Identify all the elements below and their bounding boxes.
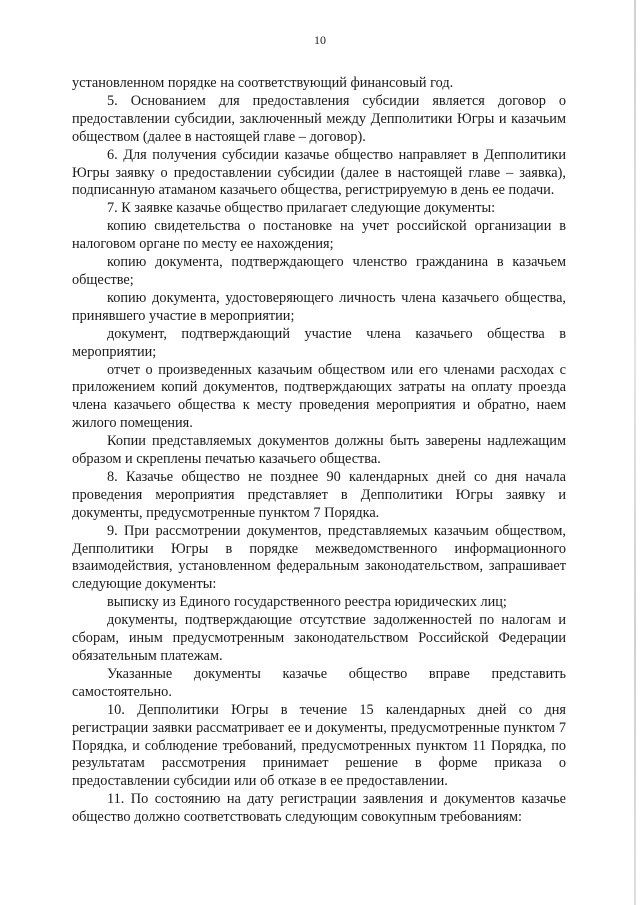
paragraph: документ, подтверждающий участие члена казачьего общества в мероприятии;	[72, 325, 566, 360]
paragraph: копию документа, подтверждающего членство гражданина в казачьем обществе;	[72, 254, 566, 288]
paragraph: выписку из Единого государственного реестра юридических лиц;	[107, 594, 507, 611]
document-body	[72, 75, 566, 827]
paragraph: копию документа, удостоверяющего личность члена казачьего общества, принявшего участие в мероприятии;	[72, 289, 566, 324]
paragraph: 9. При рассмотрении документов, представляемых казачьим обществом, Депполитики Югры в порядке межведомственного информационного взаимодействия, установленном федеральным законодательством, запрашивает следующие документы:	[72, 522, 566, 593]
paragraph: 8. Казачье общество не позднее 90 календарных дней со дня начала проведения мероприятия представляет в Депполитики Югры заявку и документы, предусмотренные пунктом 7 Порядка.	[72, 468, 566, 521]
paragraph: Указанные документы казачье общество вправе представить самостоятельно.	[72, 665, 566, 700]
paragraph: 10. Депполитики Югры в течение 15 календарных дней со дня регистрации заявки рассматривает ее и документы, предусмотренные пунктом 7 Порядка, и соблюдение требований, предусмотренных пунктом 11 Порядка, по результатам рассмотрения принимает решение в форме приказа о предоставлении субсидии или об отказе в ее предоставлении.	[72, 701, 566, 790]
page-edge-shadow	[634, 0, 636, 905]
paragraph: отчет о произведенных казачьим обществом или его членами расходах с приложением копий документов, подтверждающих затраты на оплату проезда члена казачьего общества к месту проведения мероприятия и обратно, наем жилого помещения.	[72, 361, 566, 432]
paragraph: копию свидетельства о постановке на учет российской организации в налоговом органе по месту ее нахождения;	[72, 218, 566, 253]
paragraph: Копии представляемых документов должны быть заверены надлежащим образом и скреплены печатью казачьего общества.	[72, 433, 566, 468]
paragraph: 5. Основанием для предоставления субсидии является договор о предоставлении субсидии, заключенный между Депполитики Югры и казачьим обществом (далее в настоящей главе – договор).	[72, 92, 566, 145]
page-number: 10	[314, 33, 326, 47]
paragraph: 11. По состоянию на дату регистрации заявления и документов казачье общество должно соответствовать следующим совокупным требованиям:	[72, 791, 566, 826]
paragraph: 6. Для получения субсидии казачье общество направляет в Депполитики Югры заявку о предоставлении субсидии (далее в настоящей главе – заявка), подписанную атаманом казачьего общества, регистрируемую в день ее подачи.	[72, 146, 566, 199]
paragraph: 7. К заявке казачье общество прилагает следующие документы:	[107, 200, 496, 217]
paragraph: установленном порядке на соответствующий финансовый год.	[72, 75, 454, 91]
paragraph: документы, подтверждающие отсутствие задолженностей по налогам и сборам, иным предусмотренным законодательством Российской Федерации обязательным платежам.	[72, 612, 566, 664]
